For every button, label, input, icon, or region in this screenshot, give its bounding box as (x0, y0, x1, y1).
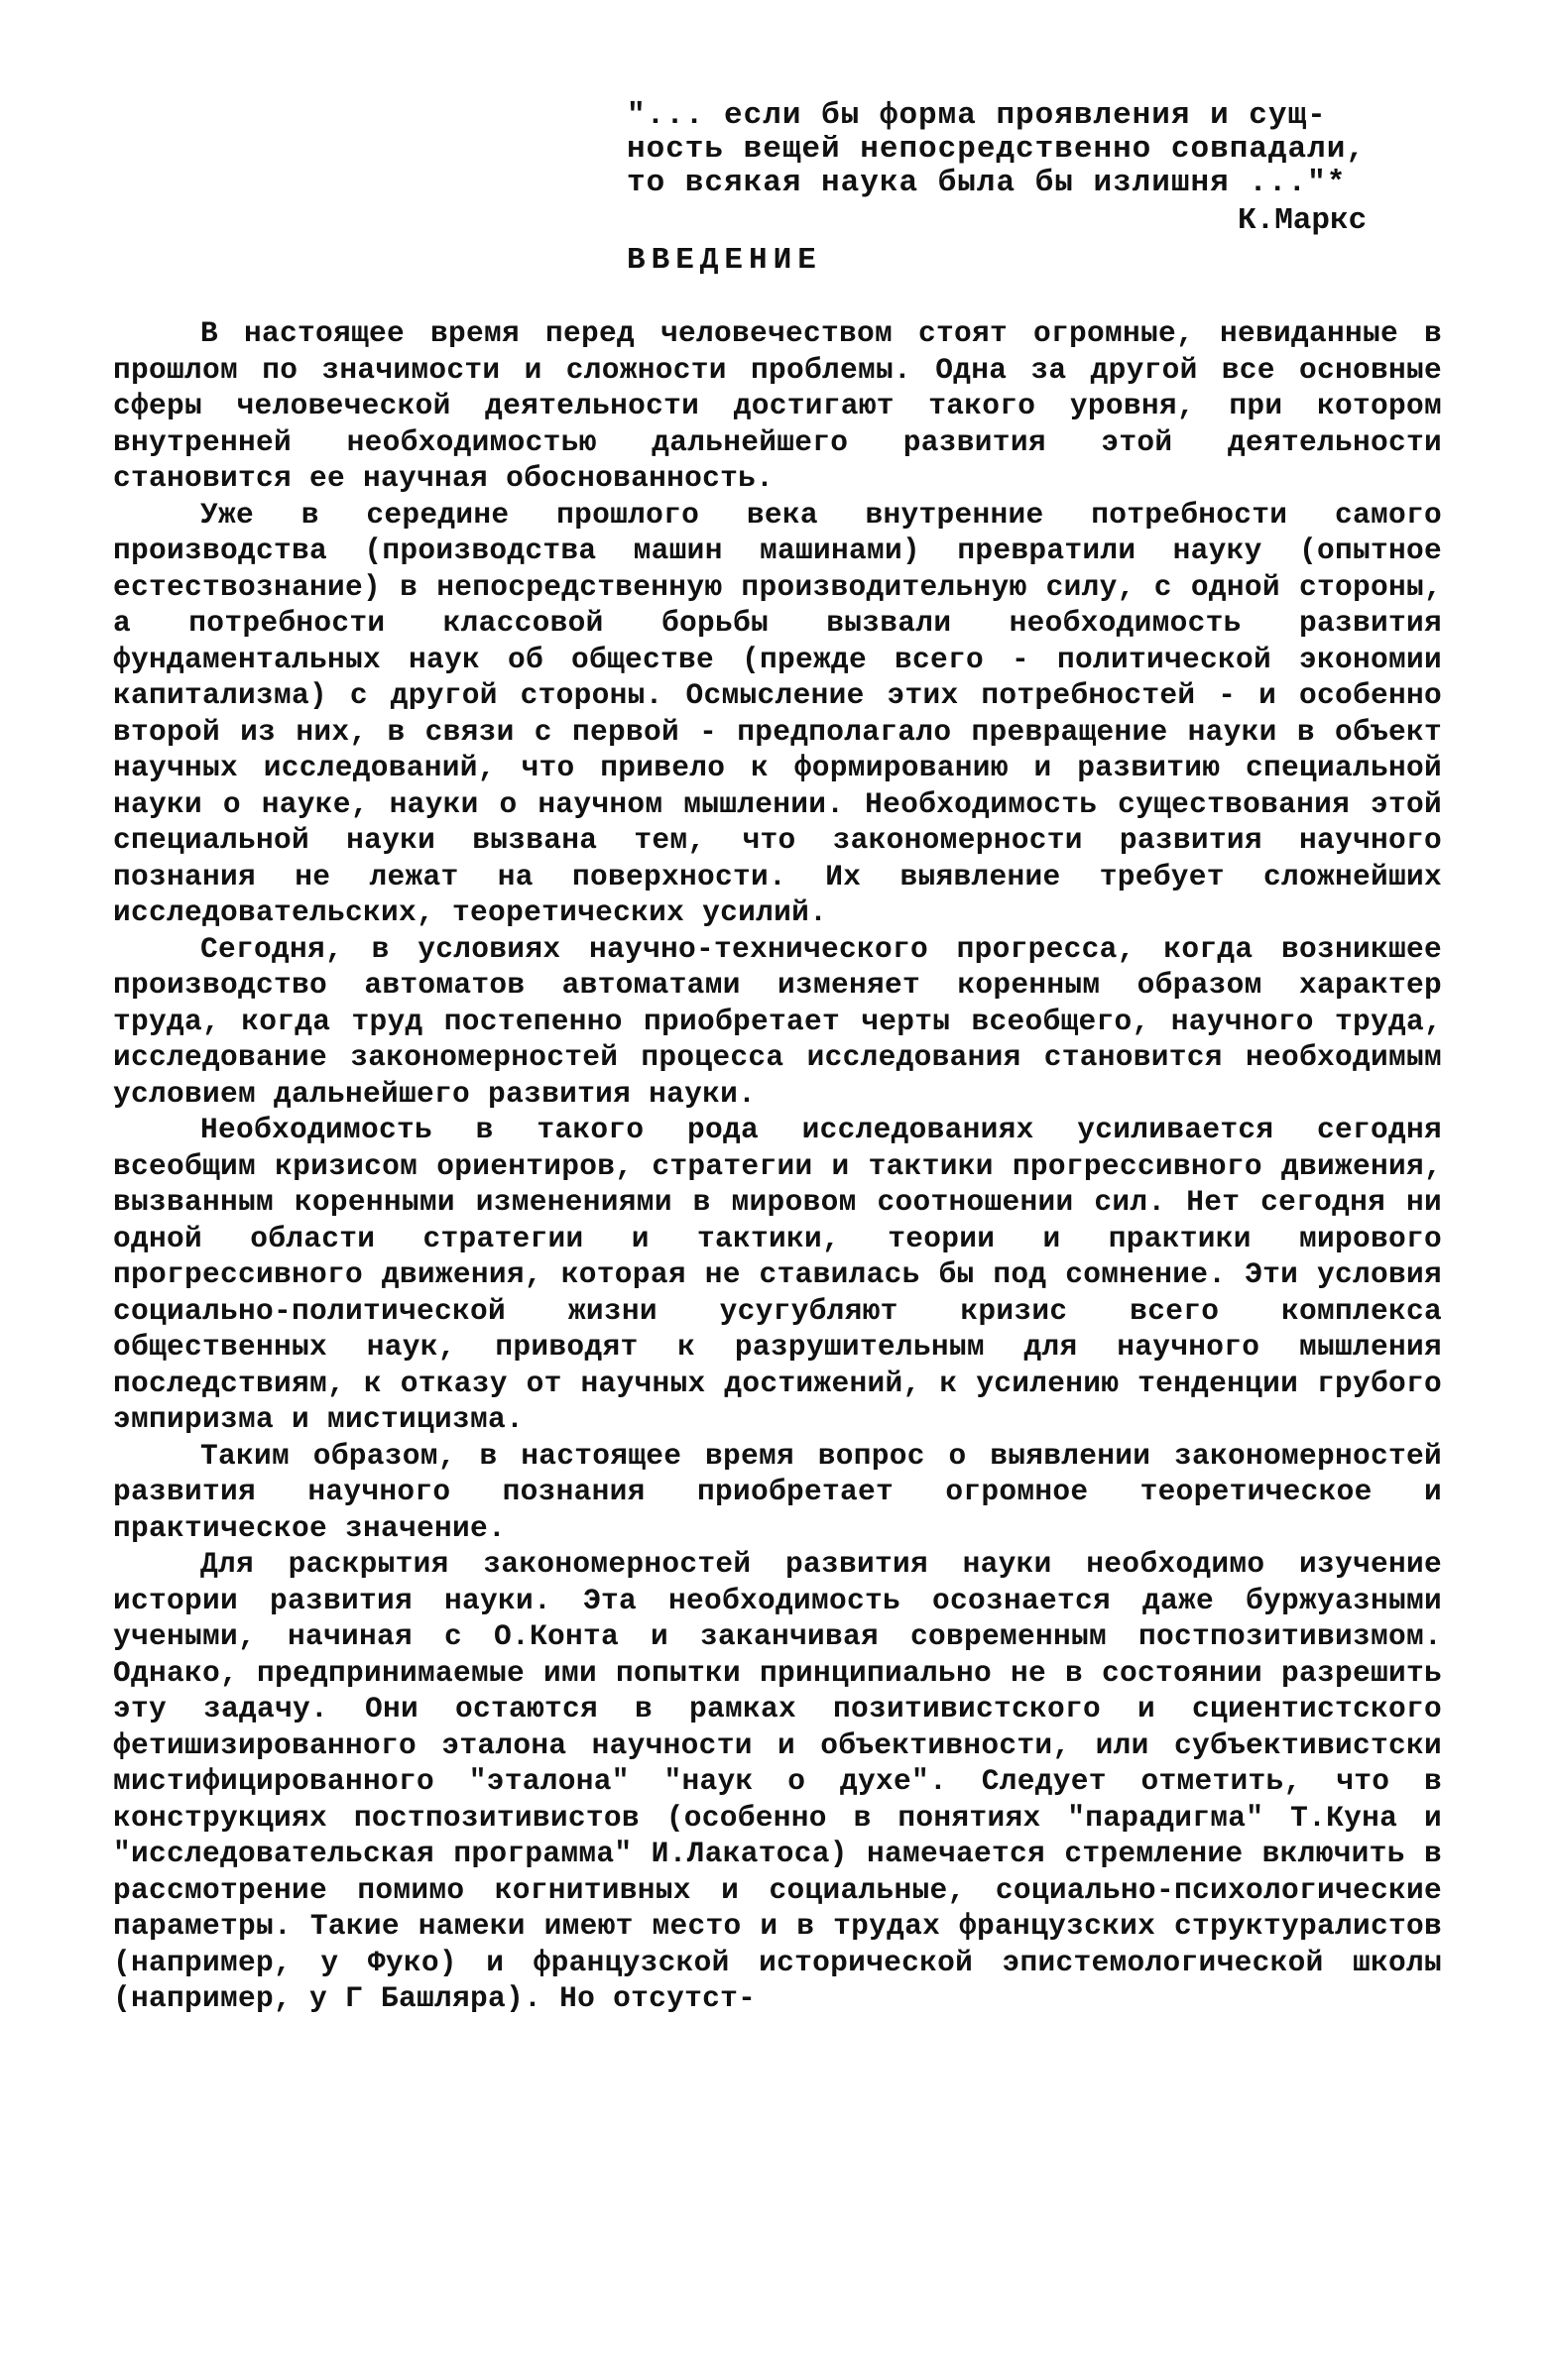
paragraph: В настоящее время перед человечеством стоят огромные, невиданные в прошлом по значимости и сложности проблемы. Одна за другой все основные сферы человеческой деятельности достигают такого уровня, при котором внутренней необходимостью дальнейшего развития этой деятельности становится ее научная обоснованность. (113, 316, 1442, 495)
paragraph: Необходимость в такого рода исследованиях усиливается сегодня всеобщим кризисом ориентиров, стратегии и тактики прогрессивного движения, вызванным коренными изменениями в мировом соотношении сил. Нет сегодня ни одной области стратегии и тактики, теории и практики мирового прогрессивного движения, которая не ставилась бы под сомнение. Эти условия социально-политической жизни усугубляют кризис всего комплекса общественных наук, приводят к разрушительным для научного мышления последствиям, к отказу от научных достижений, к усилению тенденции грубого эмпиризма и мистицизма. (113, 1113, 1442, 1436)
body-text (113, 315, 1442, 2017)
page-title: ВВЕДЕНИЕ (627, 243, 822, 278)
paragraph: Сегодня, в условиях научно-технического прогресса, когда возникшее производство автоматов автоматами изменяет коренным образом характер труда, когда труд постепенно приобретает черты всеобщего, научного труда, исследование закономерностей процесса исследования становится необходимым условием дальнейшего развития науки. (113, 931, 1442, 1111)
paragraph: Для раскрытия закономерностей развития науки необходимо изучение истории развития науки. Эта необходимость осознается даже буржуазными учеными, начиная с О.Конта и заканчивая современным постпозитивизмом. Однако, предпринимаемые ими попытки принципиально не в состоянии разрешить эту задачу. Они остаются в рамках позитивистского и сциентистского фетишизированного эталона научности и объективности, или субъективистски мистифицированного "эталона" "наук о духе". Следует отметить, что в конструкциях постпозитивистов (особенно в понятиях "парадигма" Т.Куна и "исследовательская программа" И.Лакатоса) намечается стремление включить в рассмотрение помимо когнитивных и социальные, социально-психологические параметры. Такие намеки имеют место и в трудах французских структуралистов (например, у Фуко) и французской исторической эпистемологической школы (например, у Г Башляра). Но отсутст- (113, 1547, 1442, 2015)
epigraph (627, 99, 1440, 200)
paragraph: Уже в середине прошлого века внутренние потребности самого производства (производства машин машинами) превратили науку (опытное естествознание) в непосредственную производительную силу, с одной стороны, а потребности классовой борьбы вызвали необходимость развития фундаментальных наук об обществе (прежде всего - политической экономии капитализма) с другой стороны. Осмысление этих потребностей - и особенно второй из них, в связи с первой - предполагало превращение науки в объект научных исследований, что привело к формированию и развитию специальной науки о науке, науки о научном мышлении. Необходимость существования этой специальной науки вызвана тем, что закономерности развития научного познания не лежат на поверхности. Их выявление требует сложнейших исследовательских, теоретических усилий. (113, 497, 1442, 929)
epigraph-line: то всякая наука была бы излишня ..."* (627, 166, 1347, 200)
epigraph-line: ность вещей непосредственно совпадали, (627, 132, 1366, 167)
epigraph-line: "... если бы форма проявления и сущ- (627, 98, 1327, 133)
paragraph: Таким образом, в настоящее время вопрос о выявлении закономерностей развития научного познания приобретает огромное теоретическое и практическое значение. (113, 1438, 1442, 1545)
epigraph-author: К.Маркс (1238, 203, 1368, 238)
